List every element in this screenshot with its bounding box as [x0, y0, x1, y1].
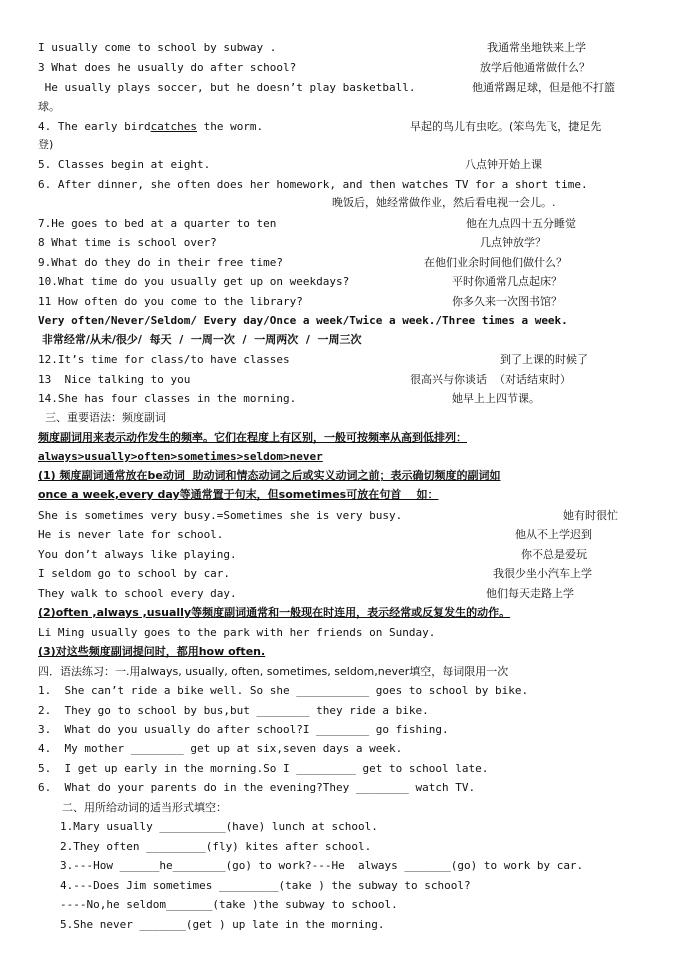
- line-9-cn: 在他们业余时间他们做什么？: [424, 256, 567, 269]
- line-10-en: 10.What time do you usually get up on weekdays?: [38, 275, 350, 288]
- rule-1-cont: once a week,every day等通常置于句末，但sometimes可放在句首 如：: [38, 488, 439, 501]
- line-3-en: He usually plays soccer, but he doesn’t play basketball.: [38, 81, 416, 94]
- exercise-1-q3: 3. What do you usually do after school?I ________ go fishing.: [38, 723, 449, 736]
- exercise-1-q2: 2. They go to school by bus,but ________ they ride a bike.: [38, 704, 429, 717]
- line-13-en: 13 Nice talking to you: [38, 373, 191, 386]
- line-14-en: 14.She has four classes in the morning.: [38, 392, 297, 405]
- exercise-2-q5: 5.She never _______(get ) up late in the morning.: [60, 918, 385, 931]
- line-8-cn: 几点钟放学？: [480, 236, 546, 249]
- line-4-en-b: the worm.: [196, 120, 264, 133]
- exercise-1-heading: 四．语法练习：一.用always, usually, often, sometimes, seldom,never填空，每词限用一次: [38, 665, 509, 678]
- line-7-cn: 他在九点四十五分睡觉: [466, 217, 576, 230]
- line-2-en: 3 What does he usually do after school?: [38, 61, 297, 74]
- example-4-cn: 我很少坐小汽车上学: [493, 567, 592, 580]
- line-12-cn: 到了上课的时候了: [500, 353, 588, 366]
- exercise-2-heading: 二、用所给动词的适当形式填空：: [62, 801, 227, 814]
- exercise-2-q4-answer: ----No,he seldom_______(take )the subway to school.: [60, 898, 398, 911]
- line-4-cont: 登): [38, 138, 54, 151]
- line-6-cn: 晚饭后，她经常做作业，然后看电视一会儿。.: [332, 196, 556, 209]
- example-2-en: He is never late for school.: [38, 528, 224, 541]
- line-4-cn: 早起的鸟儿有虫吃。(笨鸟先飞，捷足先: [410, 120, 602, 133]
- exercise-2-q3: 3.---How ______he________(go) to work?---He always _______(go) to work by car.: [60, 859, 584, 872]
- line-8-en: 8 What time is school over?: [38, 236, 217, 249]
- grammar-intro: 频度副词用来表示动作发生的频率。它们在程度上有区别，一般可按频率从高到低排列：: [38, 431, 467, 444]
- line-4-en: [38, 120, 263, 134]
- exercise-1-q5: 5. I get up early in the morning.So I _________ get to school late.: [38, 762, 489, 775]
- line-5-en: 5. Classes begin at eight.: [38, 158, 211, 171]
- line-11-en: 11 How often do you come to the library?: [38, 295, 303, 308]
- rule-2: (2)often ,always ,usually等频度副词通常和一般现在时连用，表示经常或反复发生的动作。: [38, 606, 511, 619]
- line-13-cn: 很高兴与你谈话 （对话结束时）: [410, 373, 571, 386]
- grammar-heading: 三、重要语法：频度副词: [38, 411, 166, 424]
- line-3-cn: 他通常踢足球，但是他不打篮: [472, 81, 615, 94]
- line-7-en: 7.He goes to bed at a quarter to ten: [38, 217, 277, 230]
- rule-1: (1) 频度副词通常放在be动词 助动词和情态动词之后或实义动词之前；表示确切频度的副词如: [38, 469, 501, 482]
- frequency-phrases-en: Very often/Never/Seldom/ Every day/Once a week/Twice a week./Three times a week.: [38, 314, 568, 327]
- line-9-en: 9.What do they do in their free time?: [38, 256, 284, 269]
- exercise-1-q4: 4. My mother ________ get up at six,seven days a week.: [38, 742, 403, 755]
- example-5-cn: 他们每天走路上学: [486, 587, 574, 600]
- line-3-cont: 球。: [38, 100, 60, 113]
- example-2-cn: 他从不上学迟到: [515, 528, 592, 541]
- line-1-en: I usually come to school by subway .: [38, 41, 277, 54]
- line-2-cn: 放学后他通常做什么？: [480, 61, 590, 74]
- example-5-en: They walk to school every day.: [38, 587, 237, 600]
- example-3-en: You don’t always like playing.: [38, 548, 237, 561]
- line-6-en: 6. After dinner, she often does her homework, and then watches TV for a short time.: [38, 178, 588, 191]
- exercise-2-q4: 4.---Does Jim sometimes _________(take ) the subway to school?: [60, 879, 471, 892]
- example-4-en: I seldom go to school by car.: [38, 567, 231, 580]
- line-14-cn: 她早上上四节课。: [452, 392, 540, 405]
- example-1-en: She is sometimes very busy.=Sometimes she is very busy.: [38, 509, 403, 522]
- rule-2-example: Li Ming usually goes to the park with her friends on Sunday.: [38, 626, 436, 639]
- frequency-order: always>usually>often>sometimes>seldom>never: [38, 450, 323, 463]
- exercise-1-q1: 1. She can’t ride a bike well. So she ___________ goes to school by bike.: [38, 684, 529, 697]
- line-12-en: 12.It’s time for class/to have classes: [38, 353, 290, 366]
- example-3-cn: 你不总是爱玩: [521, 548, 587, 561]
- frequency-phrases-cn: 非常经常/从未/很少/ 每天 / 一周一次 / 一周两次 / 一周三次: [38, 333, 362, 346]
- exercise-2-q2: 2.They often _________(fly) kites after school.: [60, 840, 372, 853]
- rule-3: (3)对这些频度副词提问时，都用how often.: [38, 645, 266, 658]
- exercise-1-q6: 6. What do your parents do in the evening?They ________ watch TV.: [38, 781, 476, 794]
- exercise-2-q1: 1.Mary usually __________(have) lunch at school.: [60, 820, 378, 833]
- line-11-cn: 你多久来一次图书馆？: [452, 295, 562, 308]
- example-1-cn: 她有时很忙: [563, 509, 618, 522]
- line-4-en-underlined: catches: [150, 120, 197, 133]
- line-1-cn: 我通常坐地铁来上学: [487, 41, 586, 54]
- line-4-en-a: 4. The early bird: [38, 120, 151, 133]
- line-10-cn: 平时你通常几点起床？: [452, 275, 562, 288]
- line-5-cn: 八点钟开始上课: [465, 158, 542, 171]
